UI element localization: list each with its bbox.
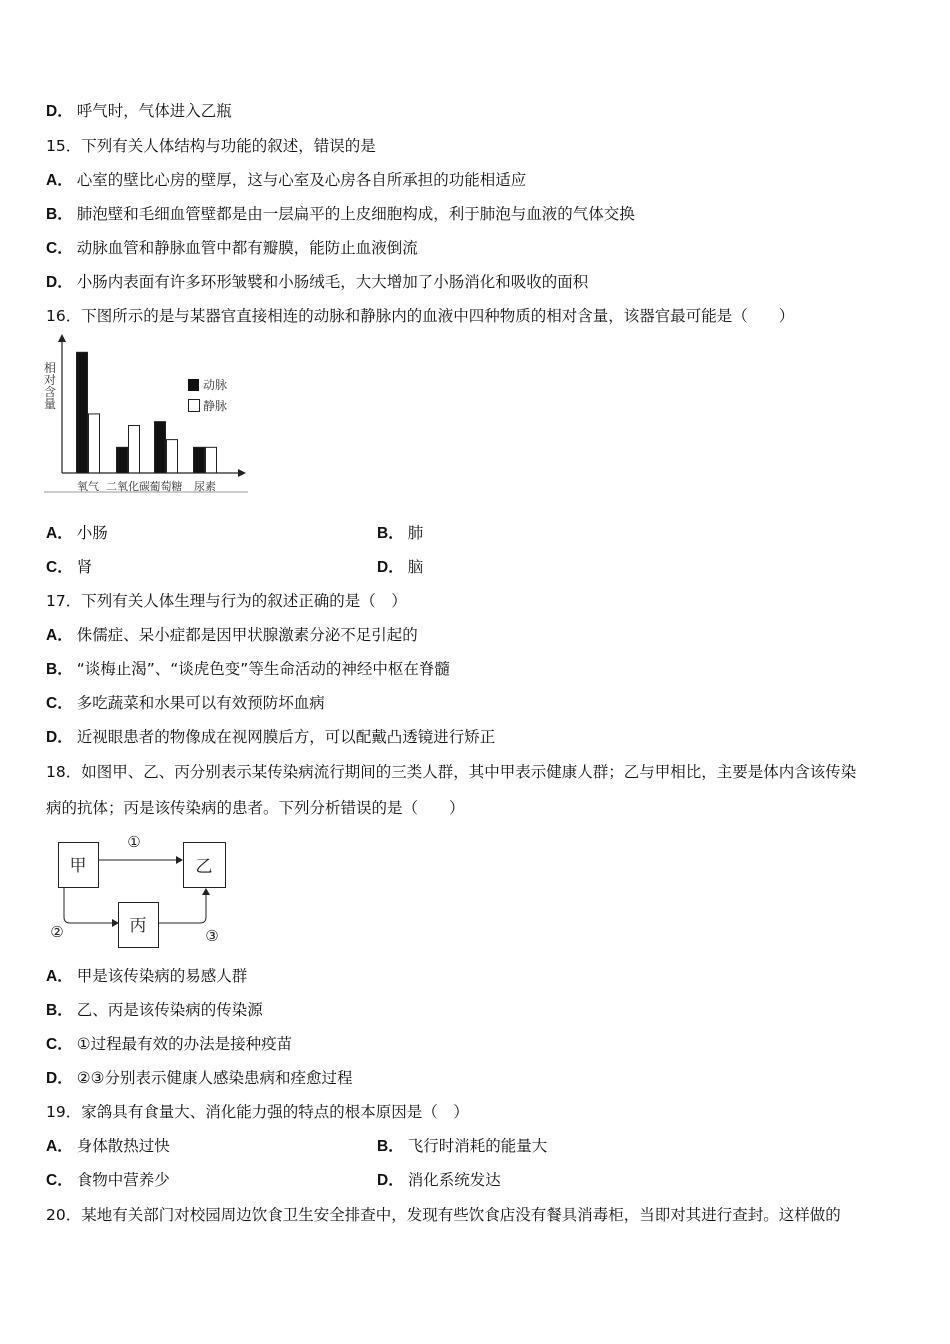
y-label-char: 对: [44, 373, 57, 387]
bar-静脉-二氧化碳: [129, 425, 140, 473]
option-letter: B．: [377, 1138, 404, 1155]
option-text: “谈梅止渴”、“谈虎色变”等生命活动的神经中枢在脊髓: [76, 660, 450, 678]
infection-diagram: [40, 825, 240, 955]
label-process-3: ③: [205, 927, 219, 945]
x-tick-label: 氧气: [77, 480, 99, 493]
q18-option-a: [46, 966, 247, 987]
option-letter: D．: [46, 1070, 73, 1087]
q17-option-a: [46, 625, 418, 646]
option-letter: A．: [46, 172, 73, 189]
bar-动脉-葡萄糖: [155, 422, 166, 473]
option-text: 多吃蔬菜和水果可以有效预防坏血病: [76, 694, 325, 712]
option-letter: C．: [46, 559, 73, 576]
bar-动脉-二氧化碳: [117, 447, 128, 473]
x-axis-arrow: [238, 469, 246, 477]
legend-label-artery: 动脉: [203, 378, 228, 392]
q19-option-a: [46, 1136, 170, 1157]
q17-stem: 17．下列有关人体生理与行为的叙述正确的是（ ）: [46, 592, 407, 610]
option-letter: C．: [46, 1036, 73, 1053]
option-text: 飞行时消耗的能量大: [407, 1137, 548, 1155]
q18-option-b: [46, 1000, 263, 1021]
option-text: 肺泡壁和毛细血管壁都是由一层扁平的上皮细胞构成，利于肺泡与血液的气体交换: [76, 205, 635, 223]
q19-option-d: [377, 1170, 501, 1191]
q20-stem: 20．某地有关部门对校园周边饮食卫生安全排查中，发现有些饮食店没有餐具消毒柜，当即对其进行查封。这样做的: [46, 1206, 841, 1224]
bar-chart: [30, 330, 260, 500]
x-tick-label: 尿素: [194, 480, 216, 493]
label-process-2: ②: [50, 923, 64, 941]
option-letter: A．: [46, 1138, 73, 1155]
label-jia: 甲: [69, 856, 87, 876]
option-letter: D．: [377, 559, 404, 576]
legend-label-vein: 静脉: [203, 399, 228, 413]
option-letter: A．: [46, 525, 73, 542]
option-text: 甲是该传染病的易感人群: [76, 967, 248, 985]
option-letter: B．: [377, 525, 404, 542]
q18-option-c: [46, 1034, 292, 1055]
bar-动脉-氧气: [77, 352, 88, 473]
option-text: 近视眼患者的物像成在视网膜后方，可以配戴凸透镜进行矫正: [76, 728, 496, 746]
option-text: 小肠: [76, 524, 108, 542]
q19-option-c: [46, 1170, 170, 1191]
y-axis-arrow: [58, 334, 66, 342]
bar-动脉-尿素: [194, 447, 205, 473]
option-text: 乙、丙是该传染病的传染源: [76, 1001, 263, 1019]
bar-静脉-尿素: [206, 447, 217, 473]
option-letter: B．: [46, 1002, 73, 1019]
q18-stem-line2: 病的抗体；丙是该传染病的患者。下列分析错误的是（ ）: [46, 799, 465, 817]
q16-stem: 16．下图所示的是与某器官直接相连的动脉和静脉内的血液中四种物质的相对含量，该器官最可能是（ ）: [46, 307, 795, 325]
label-yi: 乙: [195, 857, 213, 877]
q19-option-b: [377, 1136, 547, 1157]
arrow-3: [158, 895, 206, 923]
x-tick-label: 葡萄糖: [149, 480, 183, 493]
option-text: 侏儒症、呆小症都是因甲状腺激素分泌不足引起的: [76, 626, 418, 644]
y-label-char: 量: [44, 397, 57, 411]
q19-stem: 19．家鸽具有食量大、消化能力强的特点的根本原因是（ ）: [46, 1103, 469, 1121]
option-letter: D．: [46, 274, 73, 291]
option-text: ①过程最有效的办法是接种疫苗: [76, 1035, 293, 1053]
option-text: 心室的壁比心房的壁厚，这与心室及心房各自所承担的功能相适应: [76, 171, 527, 189]
y-label-char: 含: [44, 385, 57, 399]
option-letter: B．: [46, 661, 73, 678]
q18-stem-line1: 18．如图甲、乙、丙分别表示某传染病流行期间的三类人群，其中甲表示健康人群；乙与甲相比，主要是体内含该传染: [46, 763, 857, 781]
option-letter: A．: [46, 968, 73, 985]
bar-静脉-氧气: [89, 414, 100, 473]
q14-option-d: [46, 101, 232, 122]
y-label-char: 相: [44, 361, 57, 375]
q17-option-c: [46, 693, 325, 714]
option-letter: D．: [46, 729, 73, 746]
y-axis-label: [44, 360, 56, 411]
option-letter: D．: [377, 1172, 404, 1189]
x-tick-label: 二氧化碳: [106, 480, 150, 493]
option-text: ②③分别表示健康人感染患病和痊愈过程: [76, 1069, 353, 1087]
q17-option-b: [46, 659, 450, 680]
q16-option-a: [46, 523, 108, 544]
option-text: 食物中营养少: [76, 1171, 170, 1189]
option-text: 脑: [407, 558, 424, 576]
q18-option-d: [46, 1068, 353, 1089]
legend-swatch-artery: [188, 379, 199, 391]
option-letter: C．: [46, 695, 73, 712]
option-text: 小肠内表面有许多环形皱襞和小肠绒毛，大大增加了小肠消化和吸收的面积: [76, 273, 589, 291]
q16-option-b: [377, 523, 423, 544]
q15-option-c: [46, 238, 418, 259]
bar-静脉-葡萄糖: [167, 440, 178, 473]
option-letter: C．: [46, 1172, 73, 1189]
option-text: 动脉血管和静脉血管中都有瓣膜，能防止血液倒流: [76, 239, 418, 257]
q17-option-d: [46, 727, 495, 748]
q16-option-c: [46, 557, 92, 578]
q16-option-d: [377, 557, 423, 578]
q15-stem: 15．下列有关人体结构与功能的叙述，错误的是: [46, 137, 376, 155]
option-letter: A．: [46, 627, 73, 644]
option-text: 呼气时，气体进入乙瓶: [76, 102, 232, 120]
option-letter: D．: [46, 103, 73, 120]
legend-swatch-vein: [189, 400, 200, 412]
option-text: 身体散热过快: [76, 1137, 170, 1155]
q15-option-b: [46, 204, 635, 225]
option-text: 消化系统发达: [407, 1171, 501, 1189]
label-process-1: ①: [127, 833, 141, 851]
q15-option-d: [46, 272, 588, 293]
arrow-2: [64, 888, 112, 923]
option-text: 肾: [76, 558, 93, 576]
option-letter: C．: [46, 240, 73, 257]
q15-option-a: [46, 170, 526, 191]
label-bing: 丙: [129, 916, 147, 936]
option-letter: B．: [46, 206, 73, 223]
option-text: 肺: [407, 524, 424, 542]
